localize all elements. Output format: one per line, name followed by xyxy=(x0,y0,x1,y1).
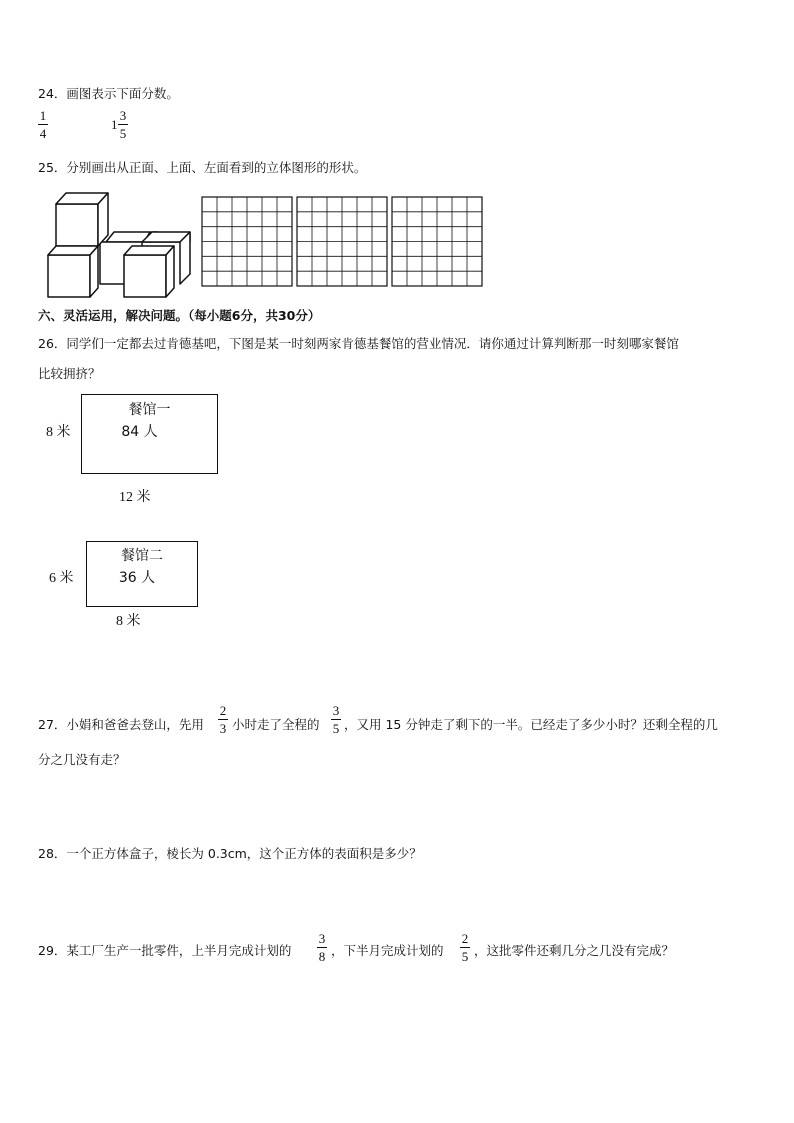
fraction-numerator: 2 xyxy=(219,703,227,718)
fraction-one-quarter xyxy=(38,108,48,141)
q26-line2: 比较拥挤？ xyxy=(38,366,101,381)
answer-grids xyxy=(201,196,489,287)
fraction-denominator: 8 xyxy=(318,949,326,964)
q29-fraction-three-eighths xyxy=(317,931,327,964)
q26-line1: 26．同学们一定都去过肯德基吧，下图是某一时刻两家肯德基餐馆的营业情况．请你通过计算判断那一时刻哪家餐馆 xyxy=(38,336,679,351)
q25-text: 25．分别画出从正面、上面、左面看到的立体图形的形状。 xyxy=(38,160,367,175)
q27-part2: 小时走了全程的 xyxy=(232,717,320,732)
q29-part1: 29．某工厂生产一批零件，上半月完成计划的 xyxy=(38,943,292,958)
section-title xyxy=(38,306,320,324)
fraction-denominator: 3 xyxy=(219,721,227,736)
section-score-note: （每小题6分，共30分） xyxy=(188,308,321,323)
fraction-bar xyxy=(218,719,228,720)
q29-part3: ，这批零件还剩几分之几没有完成？ xyxy=(474,943,675,958)
restaurant-one-width: 12 米 xyxy=(119,490,151,505)
q28-text: 28．一个正方体盒子，棱长为 0.3cm，这个正方体的表面积是多少？ xyxy=(38,846,422,861)
restaurant-two-height: 6 米 xyxy=(49,571,74,586)
restaurant-two-rect xyxy=(86,541,198,607)
q27-fraction-two-thirds xyxy=(218,703,228,736)
fraction-numerator: 3 xyxy=(318,931,326,946)
restaurant-two-people: 36 人 xyxy=(118,570,156,586)
fraction-numerator: 3 xyxy=(119,108,127,123)
q27-part1: 27．小娟和爸爸去登山，先用 xyxy=(38,717,204,732)
fraction-denominator: 5 xyxy=(119,126,127,141)
fraction-bar xyxy=(317,947,327,948)
restaurant-two-name: 餐馆二 xyxy=(121,548,163,564)
fraction-denominator: 5 xyxy=(332,721,340,736)
restaurant-one-height: 8 米 xyxy=(46,425,71,440)
restaurant-one-rect xyxy=(81,394,218,474)
mixed-number-fraction xyxy=(118,108,128,141)
fraction-bar xyxy=(331,719,341,720)
fraction-numerator: 1 xyxy=(39,108,47,123)
section-title-text: 六、灵活运用，解决问题。 xyxy=(38,308,189,323)
fraction-bar xyxy=(460,947,470,948)
q29-part2: ，下半月完成计划的 xyxy=(331,943,444,958)
fraction-bar xyxy=(118,124,128,125)
restaurant-two-width: 8 米 xyxy=(116,614,141,629)
restaurant-one-name: 餐馆一 xyxy=(128,402,171,418)
q27-line2: 分之几没有走？ xyxy=(38,752,126,767)
cube-figure xyxy=(44,190,194,300)
fraction-numerator: 3 xyxy=(332,703,340,718)
q27-fraction-three-fifths xyxy=(331,703,341,736)
q29-fraction-two-fifths xyxy=(460,931,470,964)
fraction-denominator: 4 xyxy=(39,126,47,141)
fraction-numerator: 2 xyxy=(461,931,469,946)
mixed-number-whole: 1 xyxy=(111,117,118,132)
q27-part3: ，又用 15 分钟走了剩下的一半。已经走了多少小时？还剩全程的几 xyxy=(344,717,718,732)
q24-text: 24．画图表示下面分数。 xyxy=(38,86,179,101)
restaurant-one-people: 84 人 xyxy=(121,424,158,440)
fraction-bar xyxy=(38,124,48,125)
fraction-denominator: 5 xyxy=(461,949,469,964)
